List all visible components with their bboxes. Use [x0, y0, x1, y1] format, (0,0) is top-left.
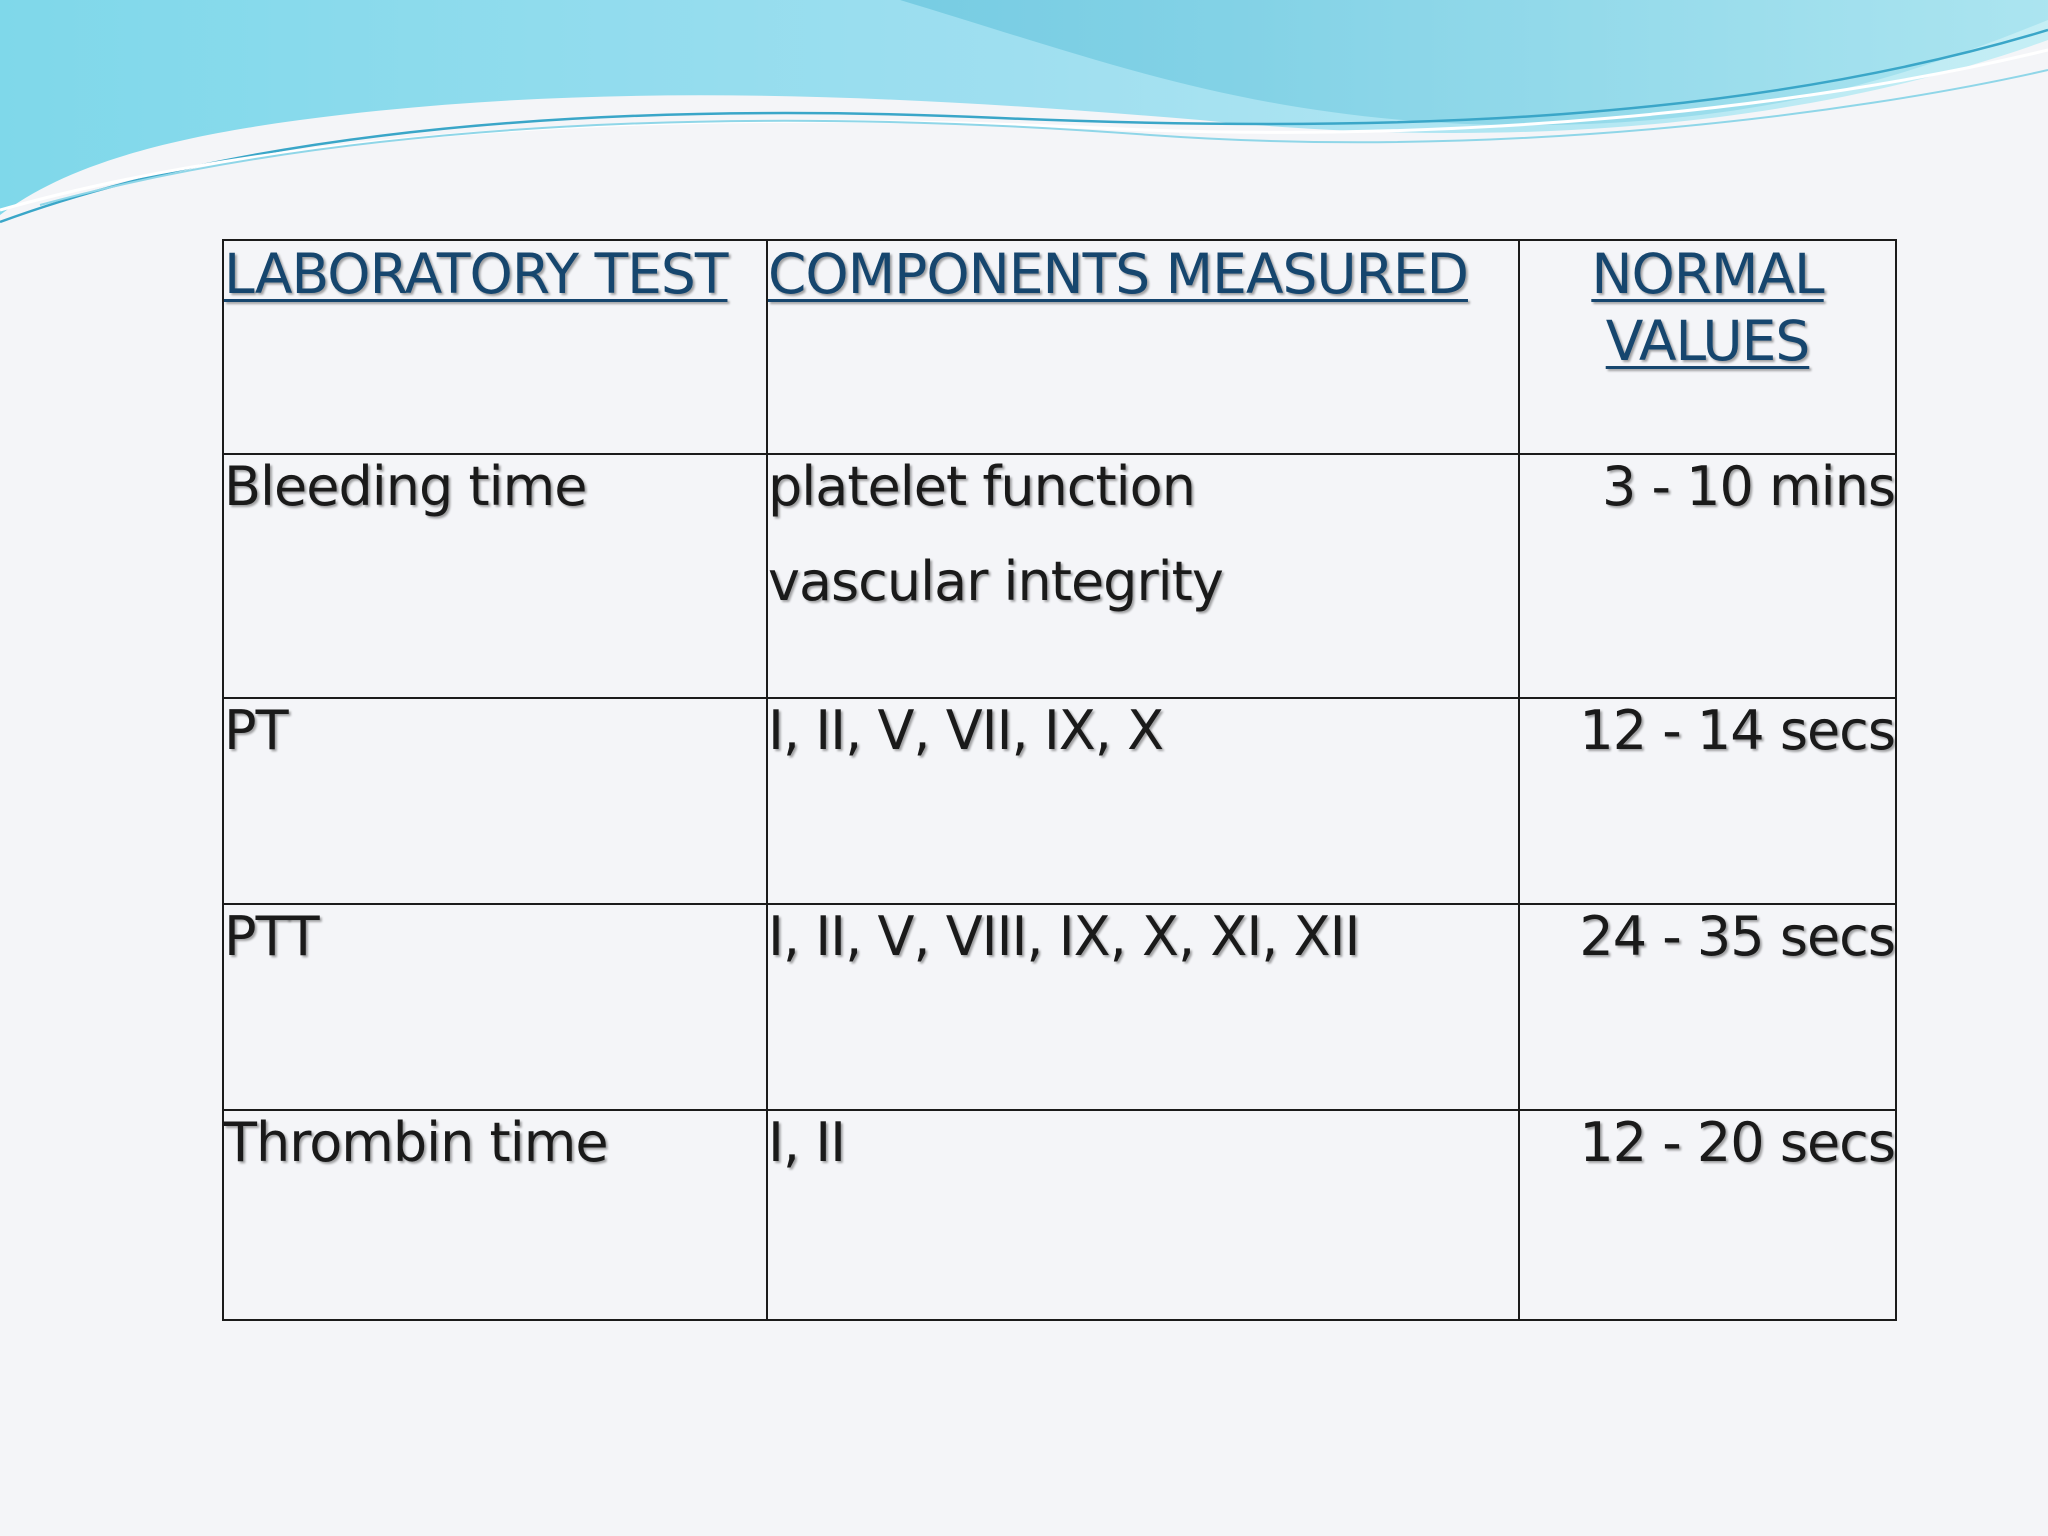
test-name-cell: PT	[223, 698, 767, 904]
test-name-cell: Thrombin time	[223, 1110, 767, 1320]
components-cell: I, II, V, VIII, IX, X, XI, XII	[767, 904, 1519, 1110]
normal-value-cell: 3 - 10 mins	[1519, 454, 1896, 698]
normal-value-cell: 12 - 20 secs	[1519, 1110, 1896, 1320]
components-cell	[767, 454, 1519, 698]
test-name-cell: Bleeding time	[223, 454, 767, 698]
components-cell: I, II	[767, 1110, 1519, 1320]
table-header-row	[223, 240, 1896, 454]
header-normal-line1: NORMAL	[1591, 242, 1824, 306]
table-row	[223, 1110, 1896, 1320]
test-name-cell: PTT	[223, 904, 767, 1110]
normal-value-cell: 12 - 14 secs	[1519, 698, 1896, 904]
table-row	[223, 904, 1896, 1110]
components-cell: I, II, V, VII, IX, X	[767, 698, 1519, 904]
table-row	[223, 698, 1896, 904]
header-normal-line2: VALUES	[1605, 309, 1810, 374]
coagulation-tests-table	[222, 239, 1897, 1321]
header-wave-decoration	[0, 0, 2048, 240]
header-components-measured: COMPONENTS MEASURED	[767, 240, 1519, 454]
component-line: platelet function	[768, 455, 1195, 518]
header-laboratory-test: LABORATORY TEST	[223, 240, 767, 454]
header-normal-values	[1519, 240, 1896, 454]
table-row	[223, 454, 1896, 698]
normal-value-cell: 24 - 35 secs	[1519, 904, 1896, 1110]
component-line: vascular integrity	[768, 549, 1223, 613]
